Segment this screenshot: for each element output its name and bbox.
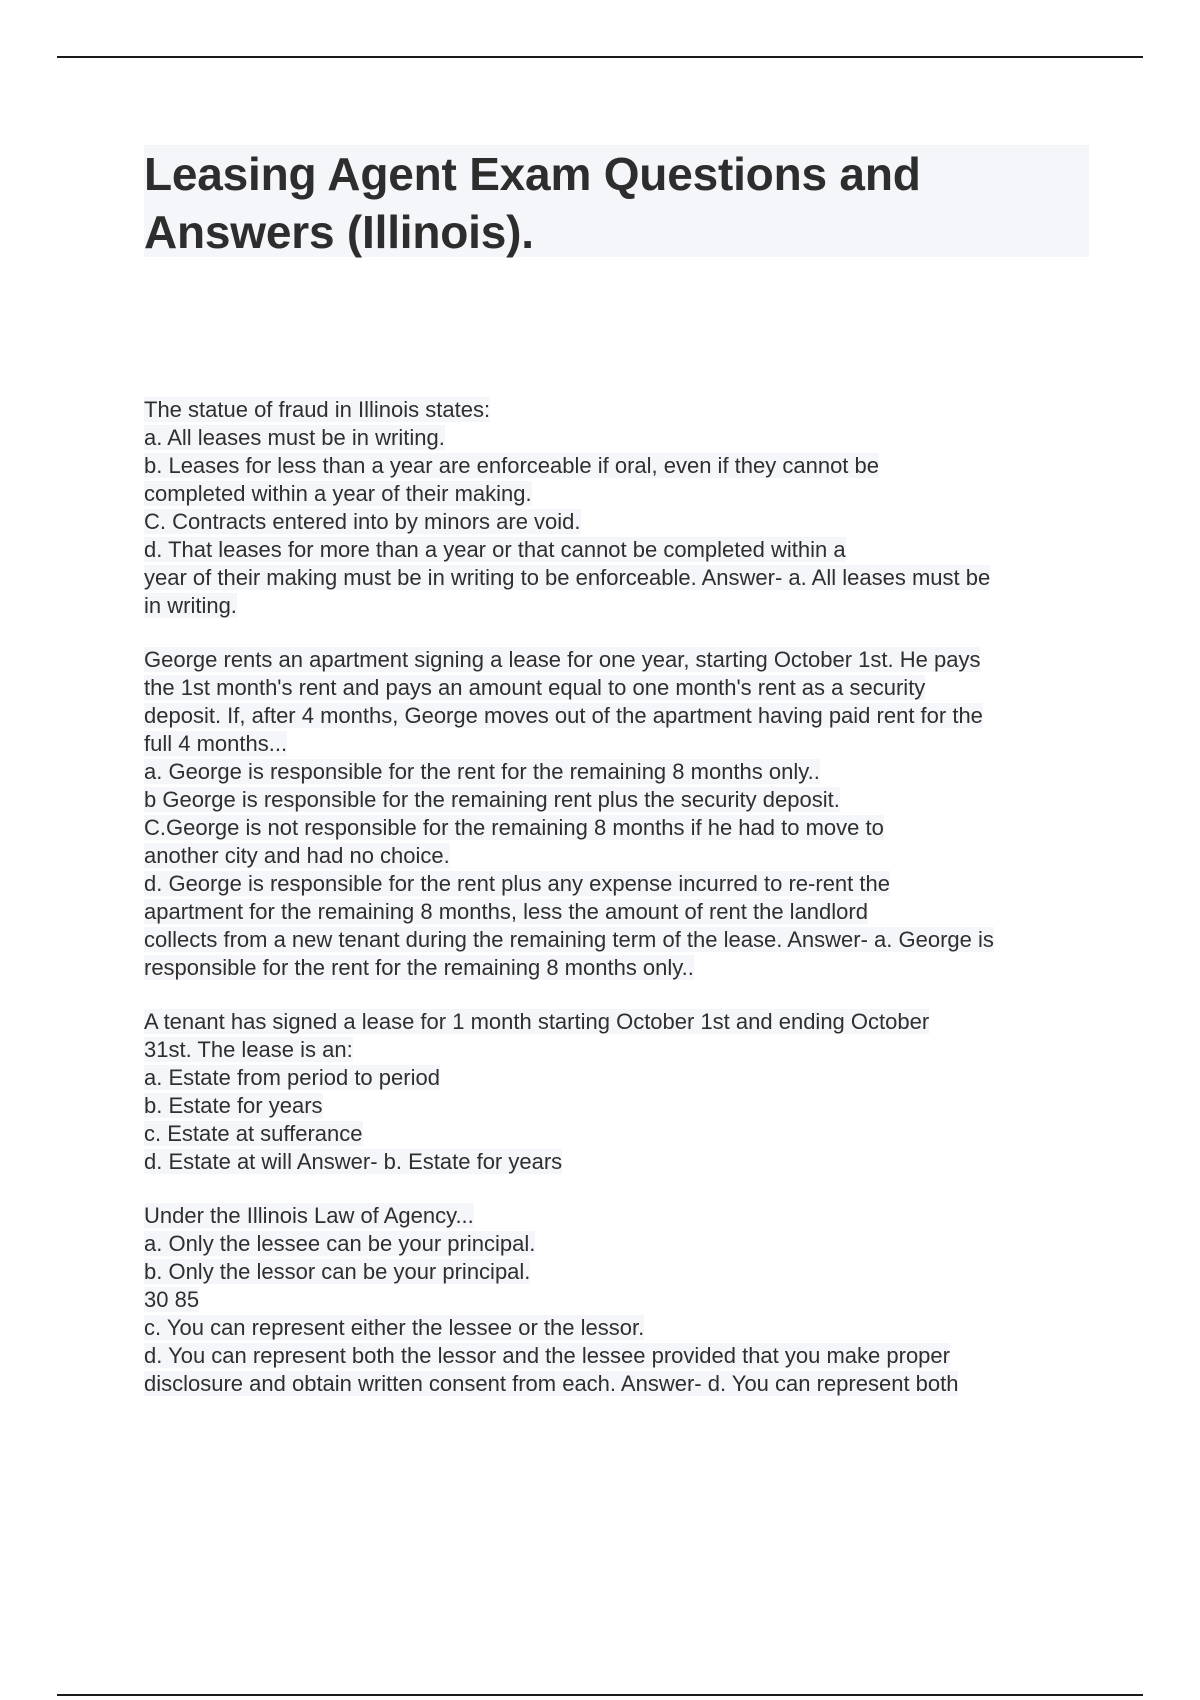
text-line: a. Only the lessee can be your principal.: [144, 1231, 536, 1256]
text-line: disclosure and obtain written consent from each. Answer- d. You can represent both: [144, 1371, 959, 1396]
text-line: b. Only the lessor can be your principal.: [144, 1259, 531, 1284]
document-body: [144, 396, 1094, 1424]
text-line: another city and had no choice.: [144, 843, 450, 868]
text-line: apartment for the remaining 8 months, less the amount of rent the landlord: [144, 899, 868, 924]
text-line: 30 85: [144, 1287, 200, 1312]
text-line: responsible for the rent for the remaining 8 months only..: [144, 955, 694, 980]
text-line: a. Estate from period to period: [144, 1065, 440, 1090]
text-line: b George is responsible for the remaining rent plus the security deposit.: [144, 787, 840, 812]
text-line: completed within a year of their making.: [144, 481, 532, 506]
text-line: collects from a new tenant during the remaining term of the lease. Answer- a. George is: [144, 927, 994, 952]
text-line: in writing.: [144, 593, 237, 618]
text-line: C.George is not responsible for the remaining 8 months if he had to move to: [144, 815, 884, 840]
text-line: c. You can represent either the lessee or the lessor.: [144, 1315, 645, 1340]
bottom-rule: [57, 1694, 1143, 1696]
text-line: The statue of fraud in Illinois states:: [144, 397, 491, 422]
text-line: deposit. If, after 4 months, George moves out of the apartment having paid rent for the: [144, 703, 983, 728]
text-line: d. You can represent both the lessor and the lessee provided that you make proper: [144, 1343, 950, 1368]
text-line: Under the Illinois Law of Agency...: [144, 1203, 474, 1228]
text-line: full 4 months...: [144, 731, 288, 756]
title-line: Leasing Agent Exam Questions and: [144, 148, 921, 200]
page-title: [144, 145, 1089, 261]
text-line: a. All leases must be in writing.: [144, 425, 445, 450]
text-line: b. Leases for less than a year are enforceable if oral, even if they cannot be: [144, 453, 880, 478]
question-block: [144, 1008, 1094, 1176]
text-line: a. George is responsible for the rent for the remaining 8 months only..: [144, 759, 820, 784]
text-line: year of their making must be in writing to be enforceable. Answer- a. All leases must be: [144, 565, 991, 590]
text-line: d. That leases for more than a year or that cannot be completed within a: [144, 537, 846, 562]
text-line: A tenant has signed a lease for 1 month starting October 1st and ending October: [144, 1009, 930, 1034]
question-block: [144, 1202, 1094, 1398]
text-line: George rents an apartment signing a lease for one year, starting October 1st. He pays: [144, 647, 981, 672]
text-line: d. Estate at will Answer- b. Estate for years: [144, 1149, 563, 1174]
text-line: 31st. The lease is an:: [144, 1037, 353, 1062]
title-block: [144, 145, 1089, 257]
text-line: the 1st month's rent and pays an amount equal to one month's rent as a security: [144, 675, 926, 700]
text-line: c. Estate at sufferance: [144, 1121, 363, 1146]
question-block: [144, 396, 1094, 620]
text-line: C. Contracts entered into by minors are void.: [144, 509, 581, 534]
text-line: d. George is responsible for the rent plus any expense incurred to re-rent the: [144, 871, 890, 896]
text-line: b. Estate for years: [144, 1093, 323, 1118]
title-line: Answers (Illinois).: [144, 206, 534, 258]
top-rule: [57, 56, 1143, 58]
question-block: [144, 646, 1094, 982]
